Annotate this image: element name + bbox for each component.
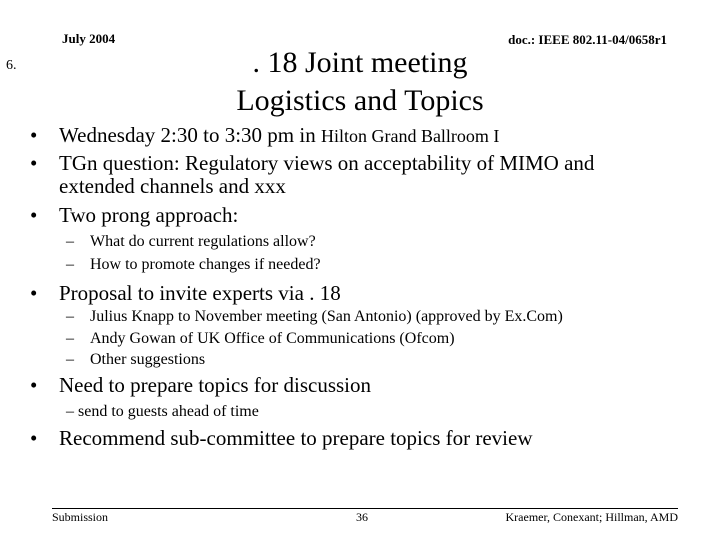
footer-divider <box>52 508 678 509</box>
sub-bullet-text: Andy Gowan of UK Office of Communications (Ofcom) <box>90 330 455 347</box>
bullet-dot-icon: • <box>30 281 38 305</box>
sub-bullet-text: How to promote changes if needed? <box>90 256 321 273</box>
sub-note: – send to guests ahead of time <box>66 403 259 420</box>
slide-number: 6. <box>6 58 17 73</box>
dash-icon: – <box>66 351 74 368</box>
dash-icon: – <box>66 233 74 250</box>
footer-page-number: 36 <box>356 510 368 524</box>
header-date: July 2004 <box>62 31 116 46</box>
sub-bullet-text: What do current regulations allow? <box>90 233 316 250</box>
sub-bullet-text: Julius Knapp to November meeting (San Antonio) (approved by Ex.Com) <box>90 308 563 325</box>
dash-icon: – <box>66 256 74 273</box>
dash-icon: – <box>66 308 74 325</box>
bullet-4-text: Proposal to invite experts via . 18 <box>59 281 341 305</box>
bullet-3-text: Two prong approach: <box>59 203 239 227</box>
bullet-2-line-1: TGn question: Regulatory views on acceptability of MIMO and <box>59 151 595 175</box>
bullet-dot-icon: • <box>30 373 38 397</box>
bullet-dot-icon: • <box>30 203 38 227</box>
bullet-dot-icon: • <box>30 123 38 147</box>
footer-authors: Kraemer, Conexant; Hillman, AMD <box>505 510 678 524</box>
bullet-dot-icon: • <box>30 426 38 450</box>
dash-icon: – <box>66 330 74 347</box>
title-line-1: . 18 Joint meeting <box>252 46 468 79</box>
bullet-6-text: Recommend sub-committee to prepare topics for review <box>59 426 533 450</box>
sub-bullet-text: Other suggestions <box>90 351 206 368</box>
bullet-2-line-2: extended channels and xxx <box>59 174 286 198</box>
footer-submission: Submission <box>52 510 109 524</box>
bullet-5-text: Need to prepare topics for discussion <box>59 373 371 397</box>
bullet-1-text: Wednesday 2:30 to 3:30 pm in Hilton Grand Ballroom I <box>59 123 500 147</box>
header-doc-id: doc.: IEEE 802.11-04/0658r1 <box>508 32 667 47</box>
title-line-2: Logistics and Topics <box>236 84 484 117</box>
bullet-dot-icon: • <box>30 151 38 175</box>
